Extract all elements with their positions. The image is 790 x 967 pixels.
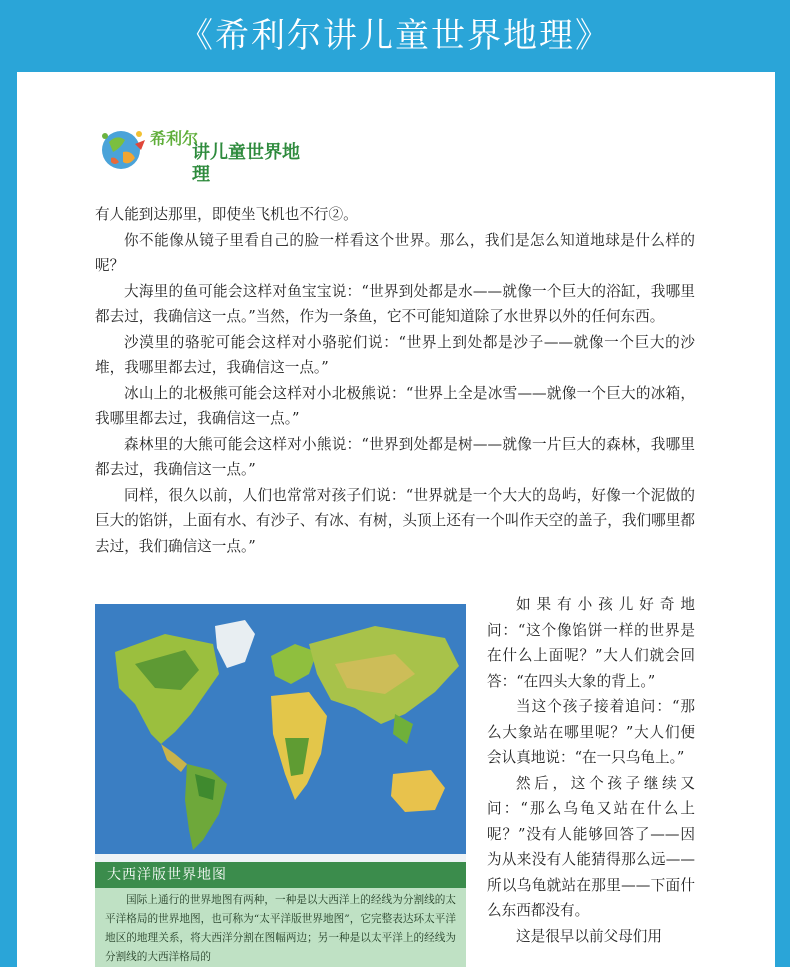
- paragraph: 森林里的大熊可能会这样对小熊说：“世界到处都是树——就像一片巨大的森林，我哪里都去过，我确信这一点。”: [95, 435, 695, 478]
- map-caption-title: 大西洋版世界地图: [95, 862, 466, 888]
- globe-icon: [95, 122, 151, 178]
- world-map-image: [95, 604, 466, 862]
- map-caption-body: 国际上通行的世界地图有两种，一种是以大西洋上的经线为分割线的太平洋格局的世界地图，也可称为“太平洋版世界地图”，它完整表达环太平洋地区的地理关系，将大西洋分割在图幅两边；另一种是以太平洋上的经线为分割线的大西洋格局的: [95, 888, 466, 967]
- book-title-banner: 《希利尔讲儿童世界地理》: [179, 16, 611, 56]
- logo-name: 希利尔: [150, 129, 199, 148]
- logo-subtitle: 讲儿童世界地理: [192, 142, 300, 185]
- book-page: [17, 72, 775, 967]
- paragraph: 如果有小孩儿好奇地问：“这个像馅饼一样的世界是在什么上面呢？”大人们就会回答：“在四头大象的背上。”: [487, 596, 695, 690]
- paragraph: 你不能像从镜子里看自己的脸一样看这个世界。那么，我们是怎么知道地球是什么样的呢？: [95, 231, 695, 274]
- world-map-figure: [95, 604, 466, 967]
- paragraph: 大海里的鱼可能会这样对鱼宝宝说：“世界到处都是水——就像一个巨大的浴缸，我哪里都去过，我确信这一点。”当然，作为一条鱼，它不可能知道除了水世界以外的任何东西。: [95, 282, 695, 325]
- paragraph: 沙漠里的骆驼可能会这样对小骆驼们说：“世界上到处都是沙子——就像一个巨大的沙堆，我哪里都去过，我确信这一点。”: [95, 333, 695, 376]
- paragraph: 有人能到达那里，即使坐飞机也不行②。: [95, 206, 358, 223]
- paragraph: 同样，很久以前，人们也常常对孩子们说：“世界就是一个大大的岛屿，好像一个泥做的巨大的馅饼，上面有水、有沙子、有冰、有树，头顶上还有一个叫作天空的盖子，我们哪里都去过，我们确信这一点。”: [95, 486, 695, 555]
- main-text: [95, 202, 695, 559]
- paragraph: 当这个孩子接着追问：“那么大象站在哪里呢？”大人们便会认真地说：“在一只乌龟上。”: [487, 698, 695, 766]
- series-logo: [95, 122, 305, 185]
- paragraph: 这是很早以前父母们用: [516, 927, 662, 945]
- paragraph: 冰山上的北极熊可能会这样对小北极熊说：“世界上全是冰雪——就像一个巨大的冰箱，我哪里都去过，我确信这一点。”: [95, 384, 695, 427]
- side-text: [487, 592, 695, 949]
- paragraph: 然后，这个孩子继续又问：“那么乌龟又站在什么上呢？”没有人能够回答了——因为从来没有人能猜得那么远——所以乌龟就站在那里——下面什么东西都没有。: [487, 774, 695, 919]
